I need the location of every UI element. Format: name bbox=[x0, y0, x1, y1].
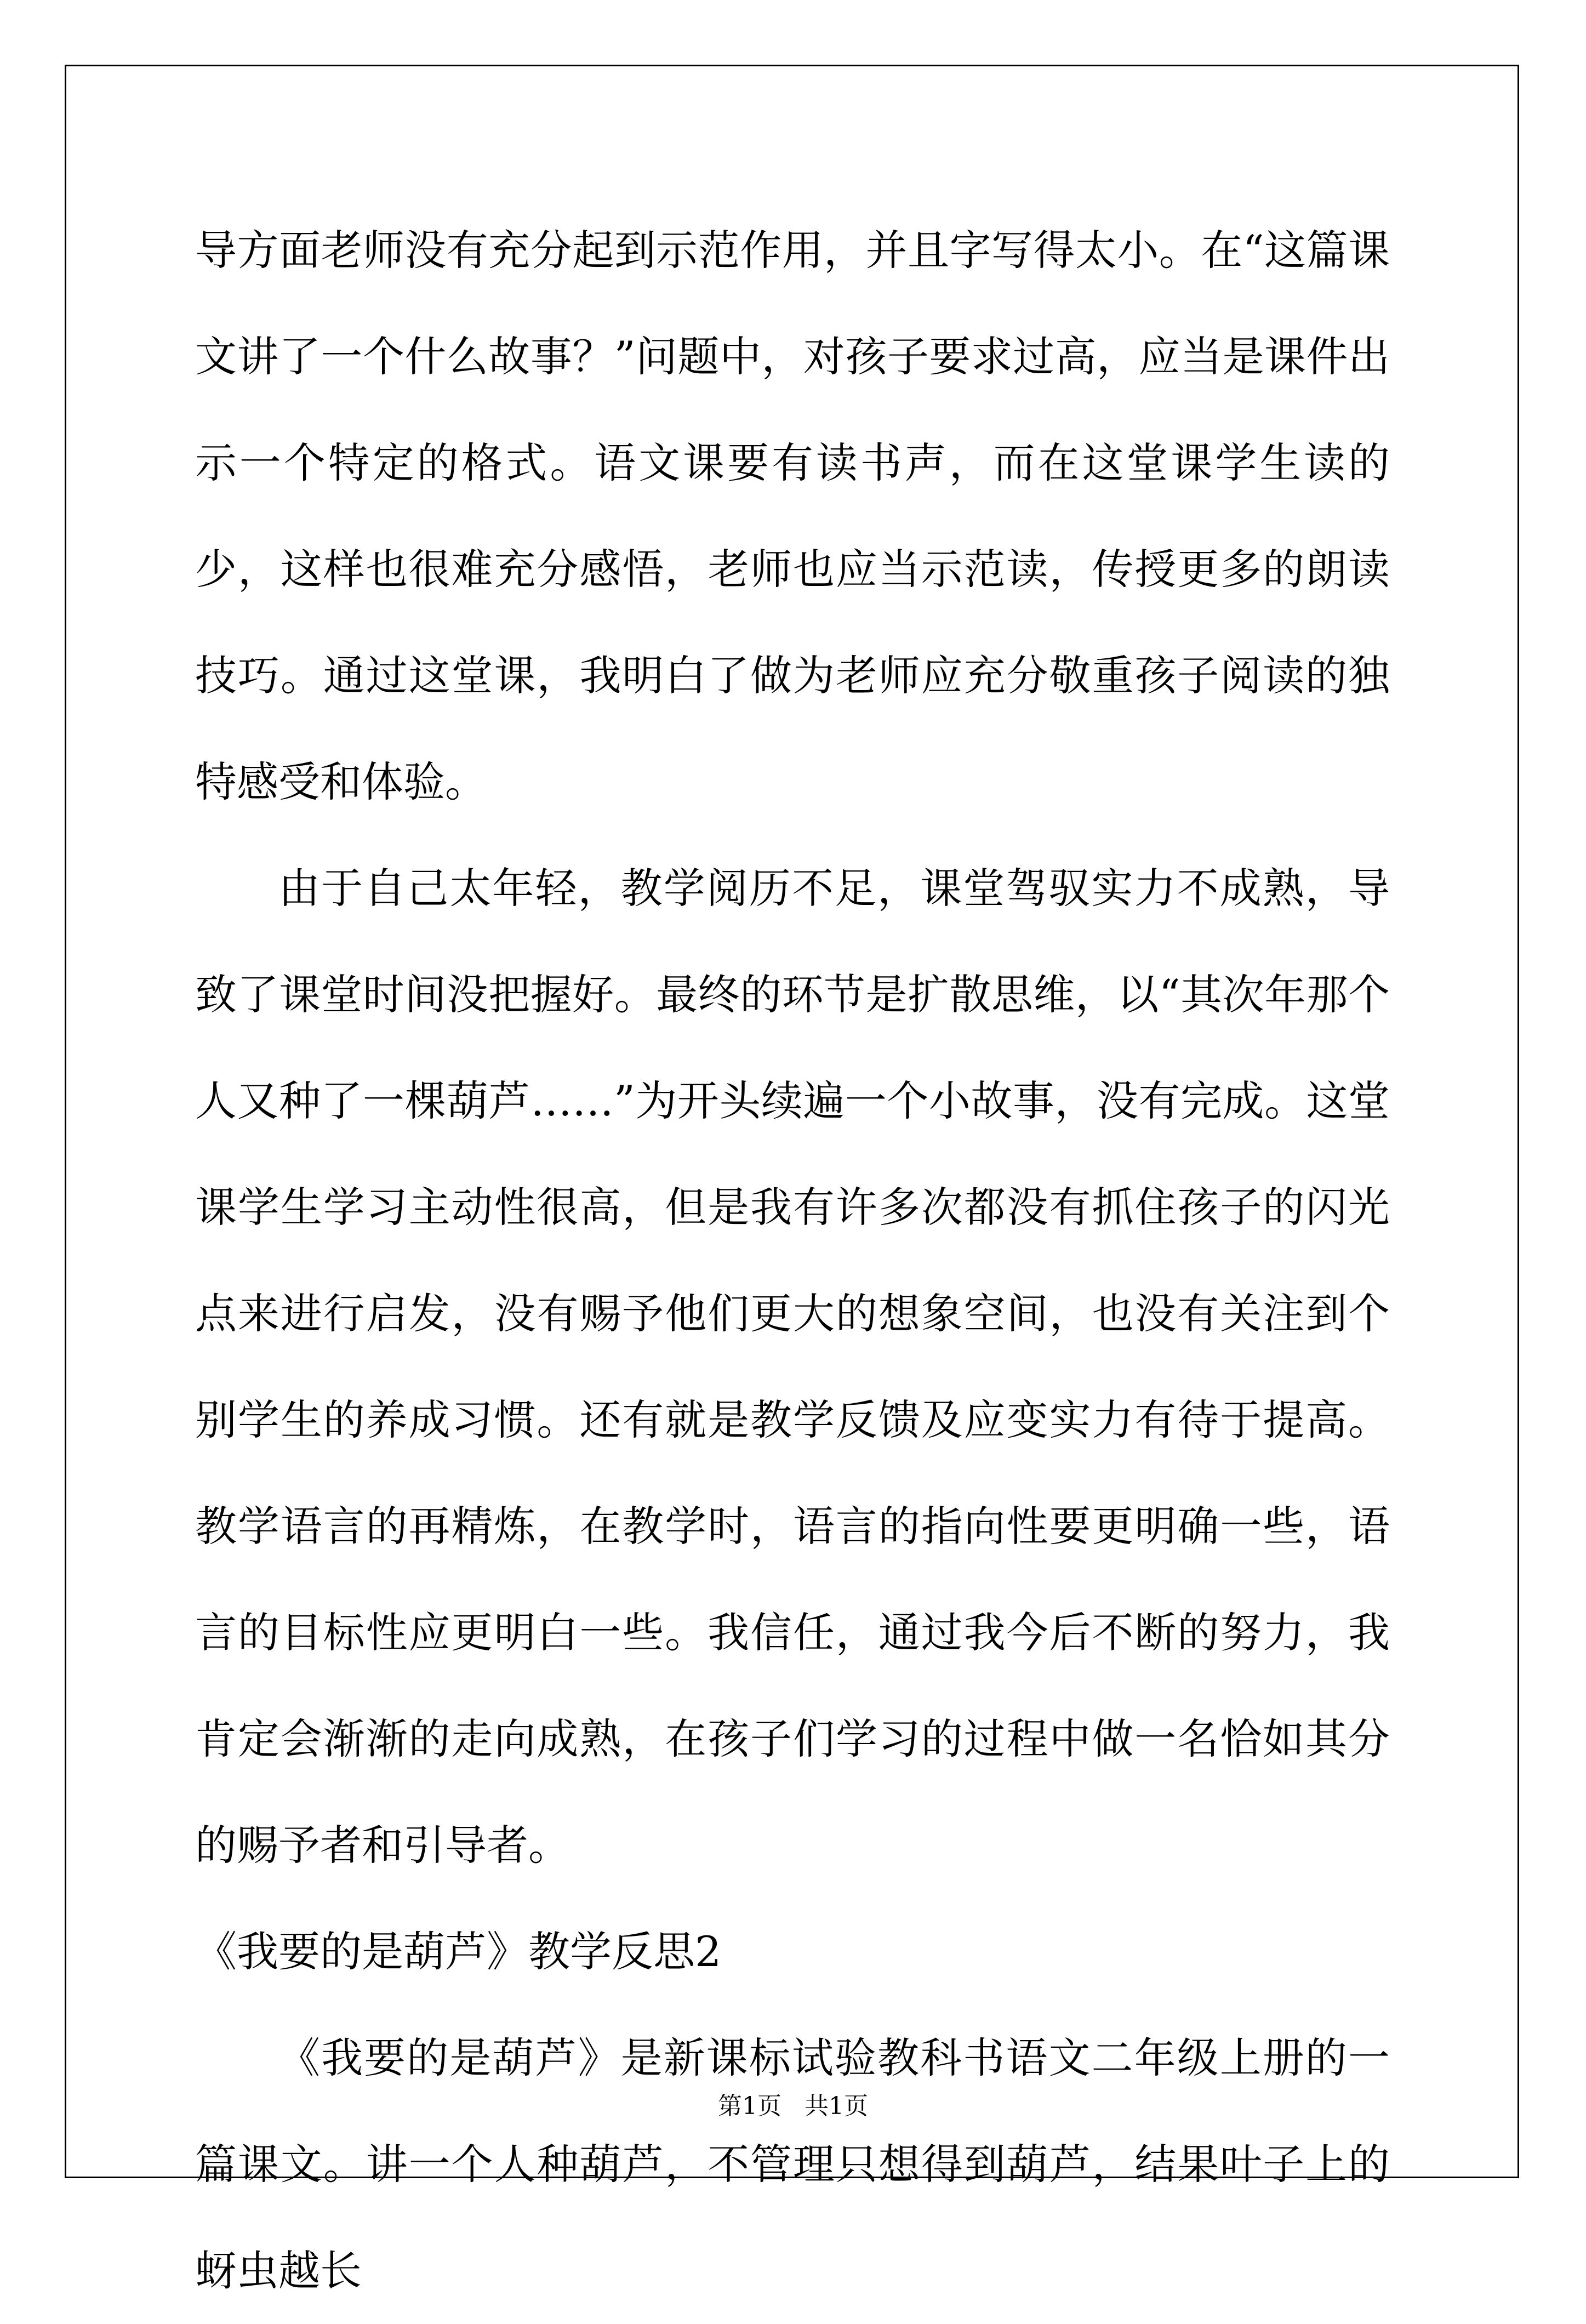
document-body bbox=[195, 197, 1390, 2324]
paragraph-3: 《我要的是葫芦》是新课标试验教科书语文二年级上册的一篇课文。讲一个人种葫芦，不管理只想得到葫芦，结果叶子上的蚜虫越长 bbox=[195, 2034, 1390, 2295]
paragraph-1: 导方面老师没有充分起到示范作用，并且字写得太小。在“这篇课文讲了一个什么故事？”问题中，对孩子要求过高，应当是课件出示一个特定的格式。语文课要有读书声，而在这堂课学生读的少，这样也很难充分感悟，老师也应当示范读，传授更多的朗读技巧。通过这堂课，我明白了做为老师应充分敬重孩子阅读的独特感受和体验。 bbox=[195, 226, 1390, 806]
section-heading: 《我要的是葫芦》教学反思2 bbox=[195, 1927, 722, 1976]
page-footer: 第1页 共1页 bbox=[718, 2092, 868, 2120]
paragraph-2: 由于自己太年轻，教学阅历不足，课堂驾驭实力不成熟，导致了课堂时间没把握好。最终的环节是扩散思维，以“其次年那个人又种了一棵葫芦……”为开头续遍一个小故事，没有完成。这堂课学生学习主动性很高，但是我有许多次都没有抓住孩子的闪光点来进行启发，没有赐予他们更大的想象空间，也没有关注到个别学生的养成习惯。还有就是教学反馈及应变实力有待于提高。教学语言的再精炼，在教学时，语言的指向性要更明确一些，语言的目标性应更明白一些。我信任，通过我今后不断的努力，我肯定会渐渐的走向成熟，在孩子们学习的过程中做一名恰如其分的赐予者和引导者。 bbox=[195, 864, 1390, 1870]
